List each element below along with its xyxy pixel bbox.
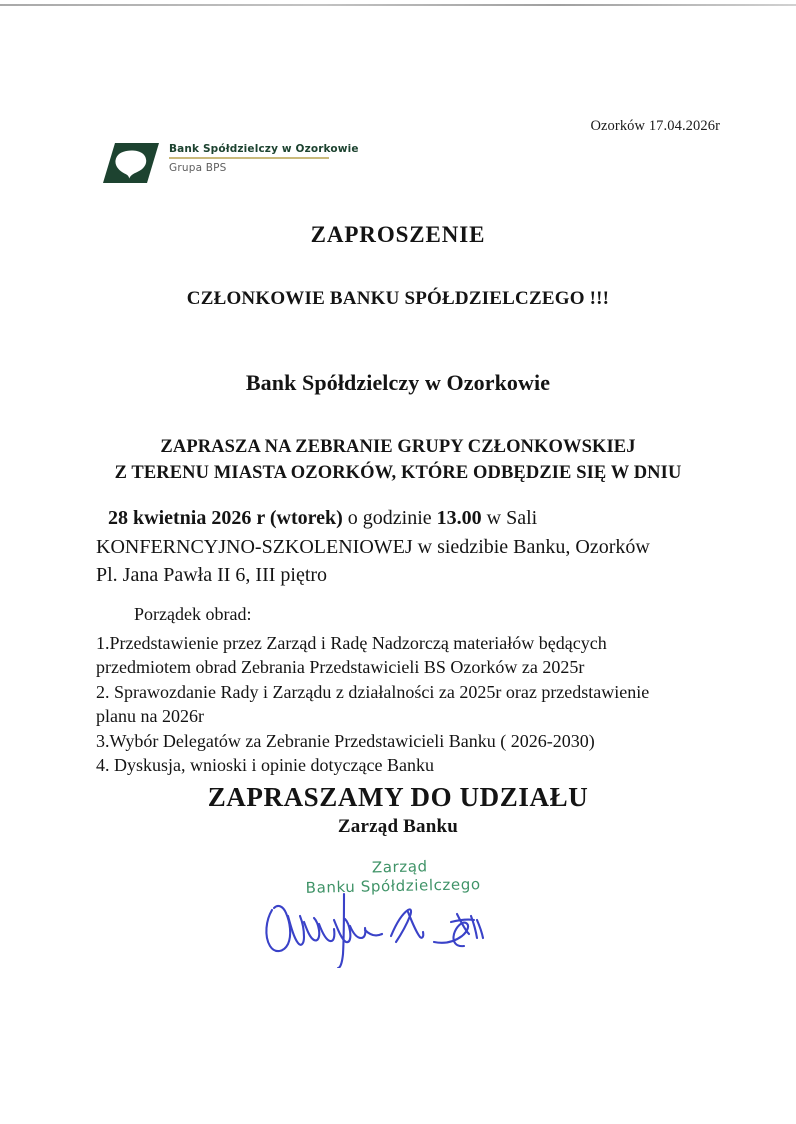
organization-name: Bank Spółdzielczy w Ozorkowie [245,370,551,395]
agenda-item: 1.Przedstawienie przez Zarząd i Radę Nadzorczą materiałów będących [96,632,607,653]
letterhead-group-name: Grupa BPS [169,161,227,174]
scan-edge-artifact [0,4,796,6]
handwritten-signature-icon [258,880,528,968]
document-date: Ozorków 17.04.2026r [590,118,720,134]
signed-by: Zarząd Banku [337,816,459,837]
agenda-heading: Porządek obrad: [134,604,252,624]
event-address-line: Pl. Jana Pawła II 6, III piętro [96,564,328,586]
invitation-line-2: Z TERENU MIASTA OZORKÓW, KTÓRE ODBĘDZIE SIĘ W DNIU [114,463,682,483]
event-datetime-line [96,504,726,533]
invitation-statement [0,434,796,486]
bank-logo-icon [103,141,159,185]
invitation-line-1: ZAPRASZA NA ZEBRANIE GRUPY CZŁONKOWSKIEJ [160,437,636,457]
closing-section [0,782,796,838]
stamp-line-1: Zarząd [371,857,428,877]
agenda-item: 3.Wybór Delegatów za Zebranie Przedstawicieli Banku ( 2026-2030) [96,730,595,751]
agenda-item: planu na 2026r [96,706,204,726]
event-date: 28 kwietnia 2026 r (wtorek) [108,507,343,529]
call-to-action: ZAPRASZAMY DO UDZIAŁU [207,782,589,812]
agenda-section [96,602,736,778]
event-time-prefix: o godzinie [342,507,437,529]
event-details [96,504,726,590]
agenda-item: przedmiotem obrad Zebrania Przedstawicieli BS Ozorków za 2025r [96,657,585,677]
page-title: ZAPROSZENIE [310,222,486,247]
addressee-line: CZŁONKOWIE BANKU SPÓŁDZIELCZEGO !!! [186,288,610,309]
letterhead-bank-name: Bank Spółdzielczy w Ozorkowie [169,143,359,155]
stamp-line-2: Banku Spółdzielczego [305,875,481,897]
letterhead-text [169,139,359,174]
letterhead-rule [169,157,329,159]
event-time: 13.00 [436,507,482,529]
letterhead [103,139,359,185]
event-venue-line: KONFERNCYJNO-SZKOLENIOWEJ w siedzibie Banku, Ozorków [96,535,650,558]
event-time-suffix: w Sali [481,507,538,529]
stamp-and-signature [258,858,528,968]
agenda-item: 2. Sprawozdanie Rady i Zarządu z działalności za 2025r oraz przedstawienie [96,681,650,702]
agenda-item: 4. Dyskusja, wnioski i opinie dotyczące Banku [96,755,434,775]
